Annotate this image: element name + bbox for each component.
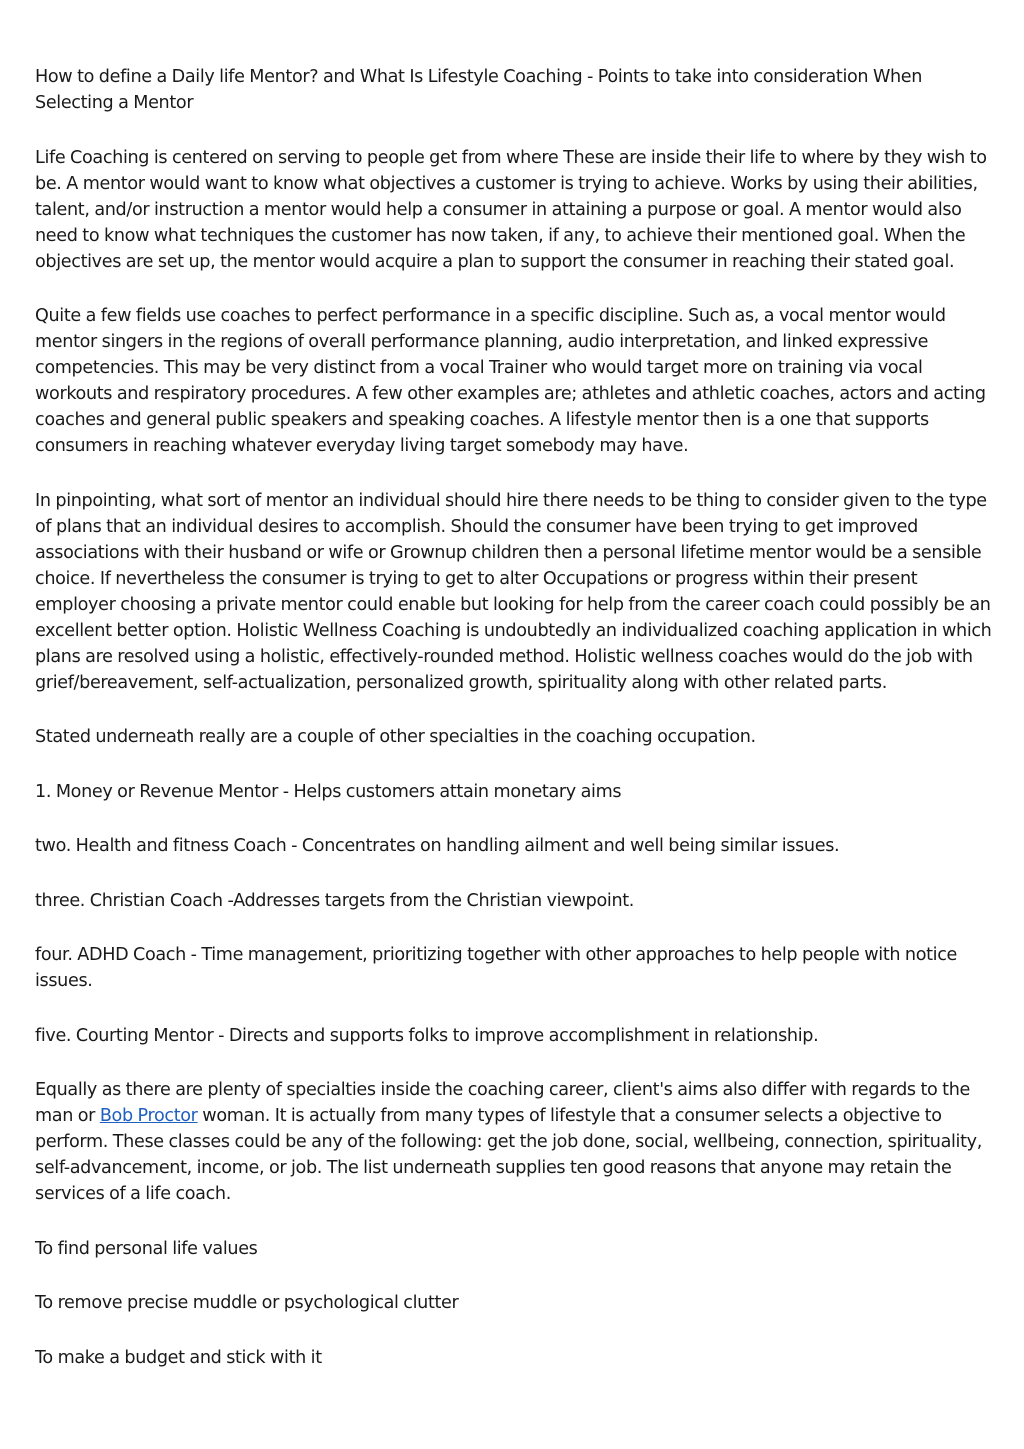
client-aims-text-after: woman. It is actually from many types of lifestyle that a consumer selects a objective to perform. These classes could be any of the following: get the job done, social, wellbeing, connection, spirituality, self-advancement, income, or job. The list underneath supplies ten good reasons that anyone may retain the services of a life coach. [35, 1106, 982, 1204]
list-item-health-coach: two. Health and fitness Coach - Concentrates on handling ailment and well being similar issues. [35, 836, 840, 856]
paragraph-fields-coaches: Quite a few fields use coaches to perfect performance in a specific discipline. Such as, a vocal mentor would mentor singers in the regions of overall performance planning, audio interpretation, and linked expressive competencies. This may be very distinct from a vocal Trainer who would target more on training via vocal workouts and respiratory procedures. A few other examples are; athletes and athletic coaches, actors and acting coaches and general public speakers and speaking coaches. A lifestyle mentor then is a one that supports consumers in reaching whatever everyday living target somebody may have. [35, 306, 986, 456]
list-item-money-mentor: 1. Money or Revenue Mentor - Helps customers attain monetary aims [35, 781, 622, 802]
client-aims-text-before: Equally as there are plenty of specialties inside the coaching career, client's aims also differ with regards to the man or [35, 1080, 971, 1126]
bob-proctor-link[interactable]: Bob Proctor [99, 1106, 198, 1126]
reason-item: To make a budget and stick with it [35, 1347, 322, 1368]
list-item-adhd-coach: four. ADHD Coach - Time management, prioritizing together with other approaches to help people with notice issues. [35, 945, 958, 991]
document-body [35, 64, 995, 1399]
list-item-courting-mentor: five. Courting Mentor - Directs and supports folks to improve accomplishment in relationship. [35, 1025, 819, 1046]
paragraph-life-coaching: Life Coaching is centered on serving to people get from where These are inside their life to where by they wish to be. A mentor would want to know what objectives a customer is trying to achieve. Works by using their abilities, talent, and/or instruction a mentor would help a consumer in attaining a purpose or goal. A mentor would also need to know what techniques the customer has now taken, if any, to achieve their mentioned goal. When the objectives are set up, the mentor would acquire a plan to support the consumer in reaching their stated goal. [35, 147, 987, 272]
list-item-christian-coach: three. Christian Coach -Addresses targets from the Christian viewpoint. [35, 890, 635, 911]
reason-item: To remove precise muddle or psychological clutter [35, 1293, 459, 1313]
paragraph-specialties-intro: Stated underneath really are a couple of other specialties in the coaching occupation. [35, 727, 756, 747]
document-title: How to define a Daily life Mentor? and What Is Lifestyle Coaching - Points to take into consideration When Selecting a Mentor [35, 67, 923, 113]
reason-item: To find personal life values [35, 1238, 258, 1259]
paragraph-choosing-mentor: In pinpointing, what sort of mentor an individual should hire there needs to be thing to consider given to the type of plans that an individual desires to accomplish. Should the consumer have been trying to get improved associations with their husband or wife or Grownup children then a personal lifetime mentor would be a sensible choice. If nevertheless the consumer is trying to get to alter Occupations or progress within their present employer choosing a private mentor could enable but looking for help from the career coach could possibly be an excellent better option. Holistic Wellness Coaching is undoubtedly an individualized coaching application in which plans are resolved using a holistic, effectively-rounded method. Holistic wellness coaches would do the job with grief/bereavement, self-actualization, personalized growth, spirituality along with other related parts. [35, 490, 992, 693]
paragraph-client-aims [35, 1077, 995, 1207]
